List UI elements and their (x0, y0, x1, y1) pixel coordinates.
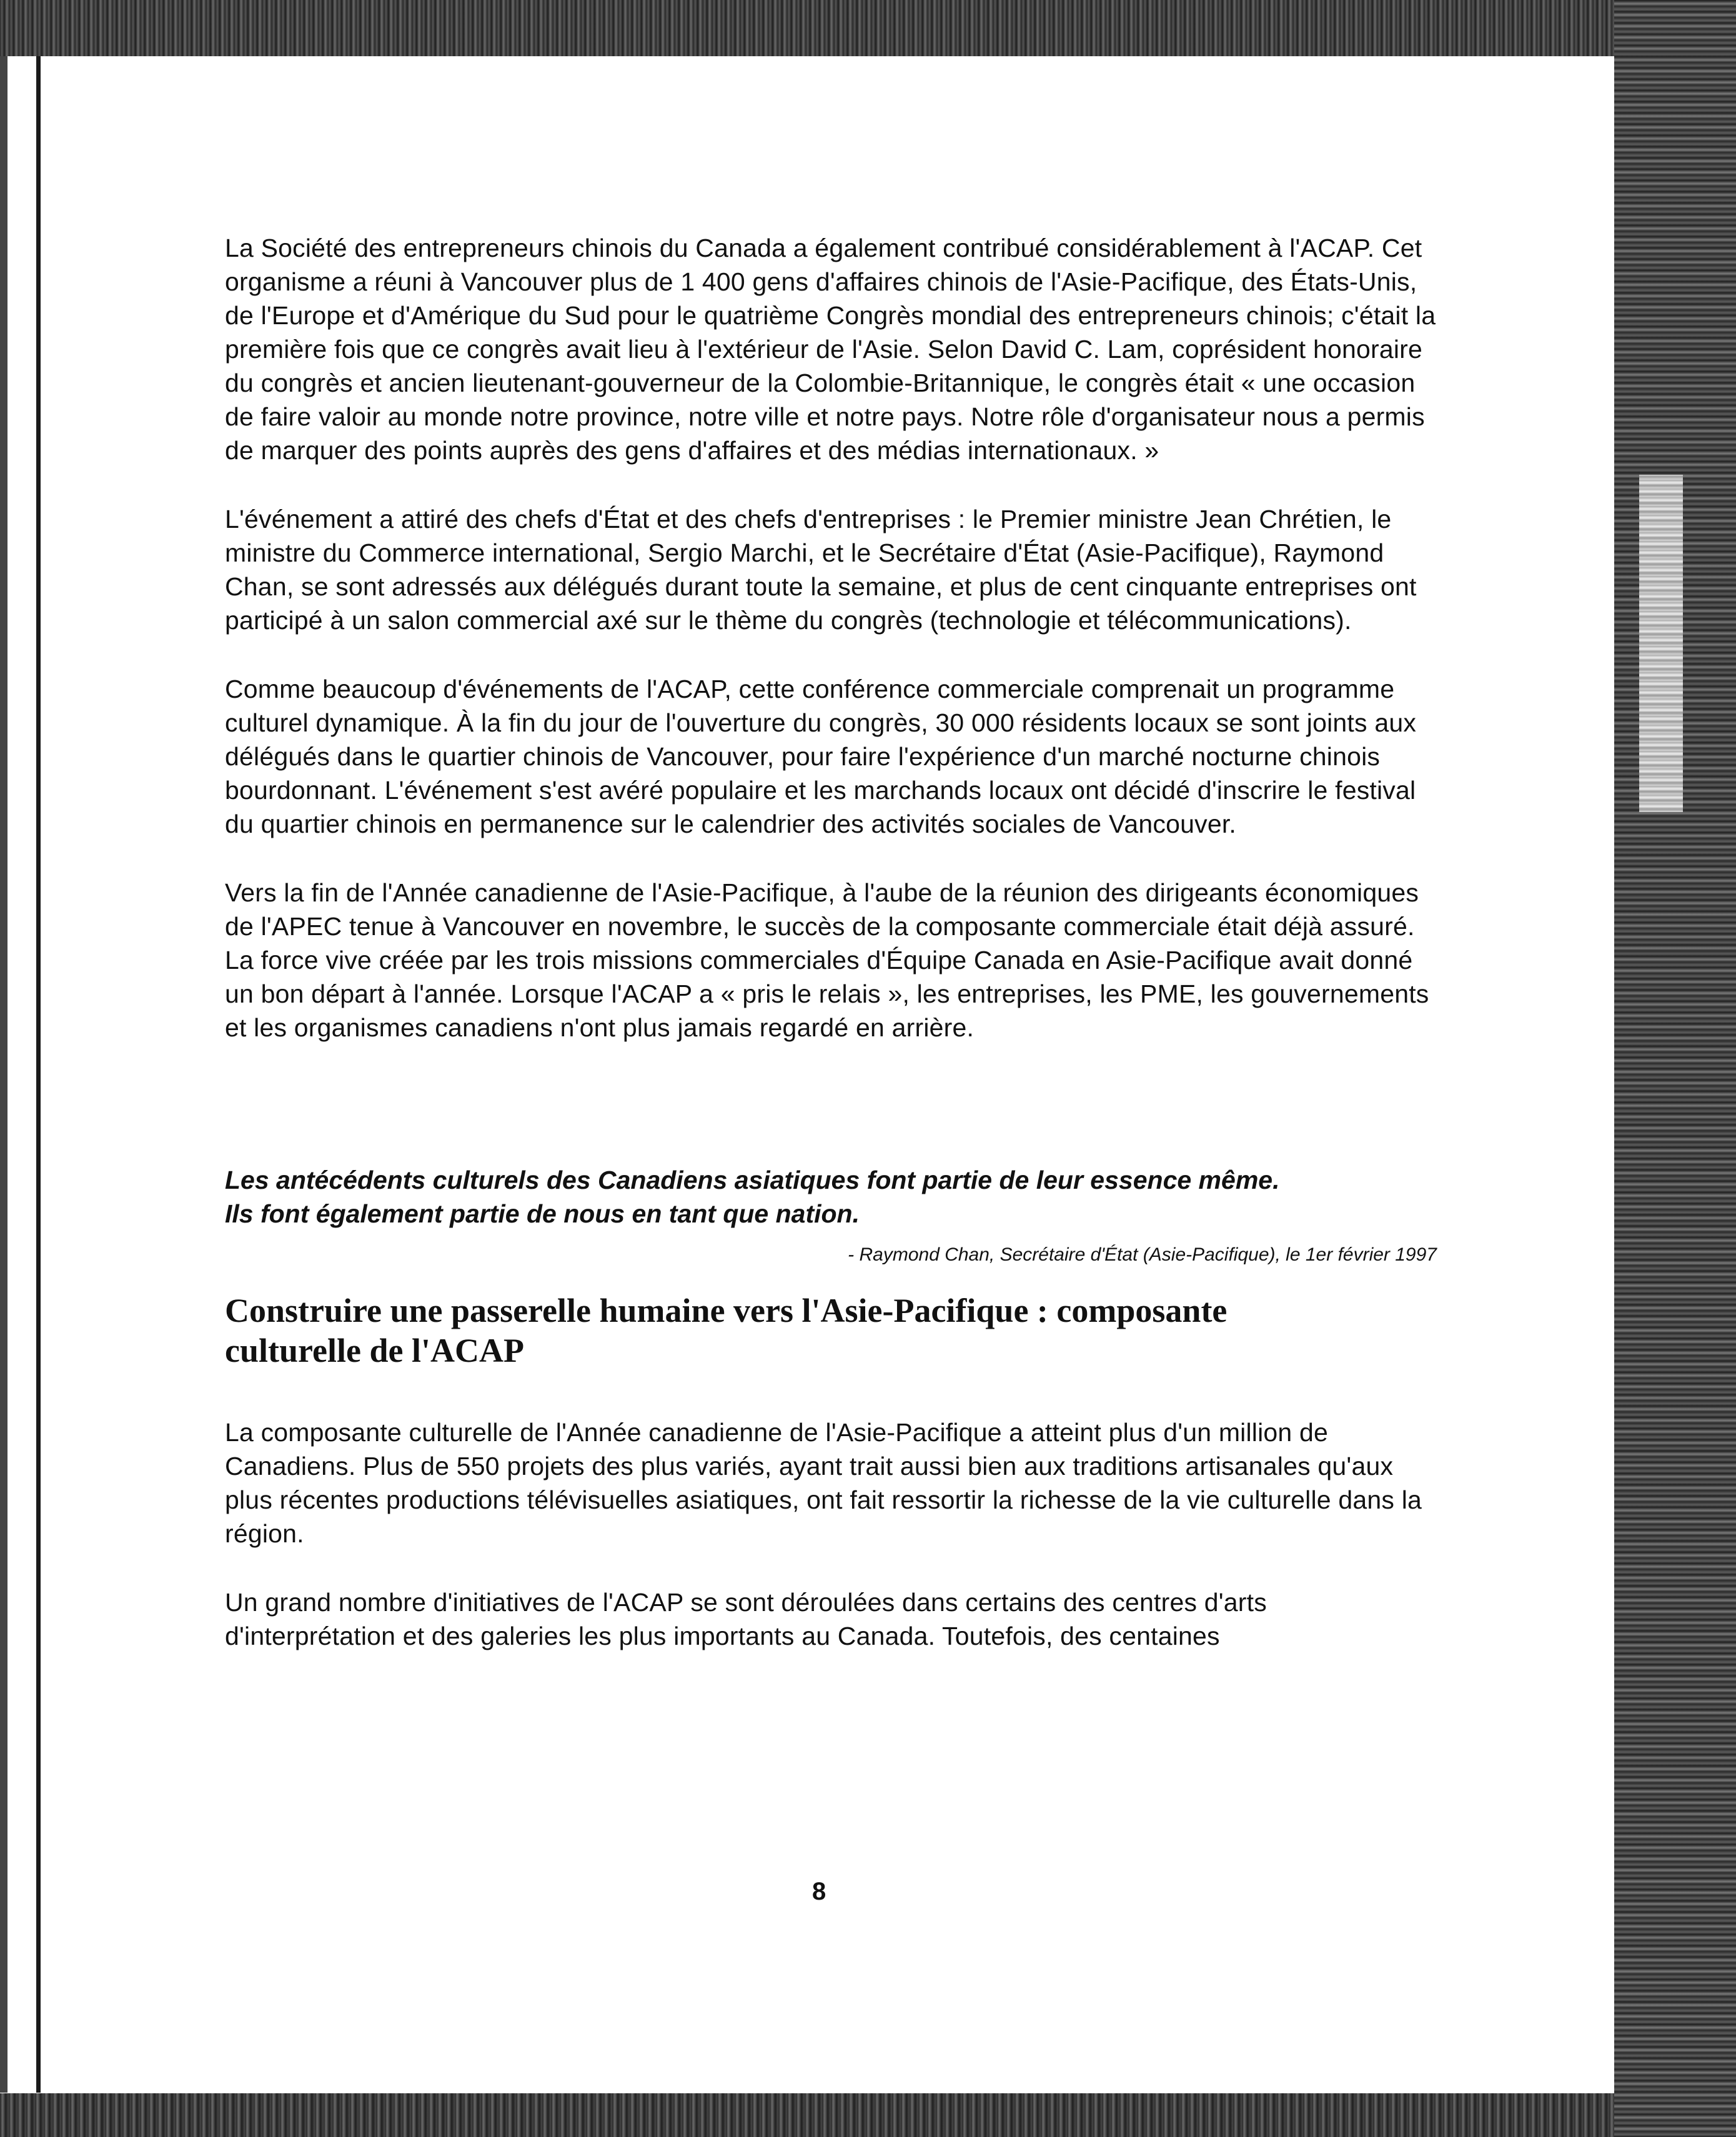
section-heading-line-2: culturelle de l'ACAP (225, 1332, 524, 1369)
scan-border-bottom (0, 2093, 1736, 2137)
scan-border-right (1614, 0, 1736, 2137)
scan-border-top (0, 0, 1736, 56)
section-heading (225, 1291, 1443, 1371)
section-heading-line-1: Construire une passerelle humaine vers l'Asie-Pacifique : composante (225, 1292, 1228, 1329)
paragraph-event: L'événement a attiré des chefs d'État et des chefs d'entreprises : le Premier ministre Jean Chrétien, le ministre du Commerce international, Sergio Marchi, et le Secrétaire d'État (Asie-Pacifique), Raymond Chan, se sont adressés aux délégués durant toute la semaine, et plus de cent cinquante entreprises ont participé à un salon commercial axé sur le thème du congrès (technologie et télécommunications). (225, 505, 1417, 635)
pull-quote-line-2: Ils font également partie de nous en tant que nation. (225, 1199, 860, 1228)
quote-attribution: - Raymond Chan, Secrétaire d'État (Asie-Pacifique), le 1er février 1997 (848, 1244, 1437, 1265)
document-page (225, 231, 1443, 1688)
paragraph-culture-program: Comme beaucoup d'événements de l'ACAP, cette conférence commerciale comprenait un programme culturel dynamique. À la fin du jour de l'ouverture du congrès, 30 000 résidents locaux se sont joints aux délégués dans le quartier chinois de Vancouver, pour faire l'expérience d'un marché nocturne chinois bourdonnant. L'événement s'est avéré populaire et les marchands locaux ont décidé d'inscrire le festival du quartier chinois en permanence sur le calendrier des activités sociales de Vancouver. (225, 675, 1417, 838)
paragraph-initiatives: Un grand nombre d'initiatives de l'ACAP se sont déroulées dans certains des centres d'arts d'interprétation et des galeries les plus importants au Canada. Toutefois, des centaines (225, 1588, 1267, 1650)
pull-quote (225, 1163, 1443, 1231)
scan-border-left (0, 56, 7, 2093)
scan-left-line (36, 56, 41, 2093)
paragraph-cultural-component: La composante culturelle de l'Année canadienne de l'Asie-Pacifique a atteint plus d'un million de Canadiens. Plus de 550 projets des plus variés, ayant trait aussi bien aux traditions artisanales qu'aux plus récentes productions télévisuelles asiatiques, ont fait ressortir la richesse de la vie culturelle dans la région. (225, 1418, 1422, 1548)
paragraph-entrepreneurs: La Société des entrepreneurs chinois du Canada a également contribué considérablement à l'ACAP. Cet organisme a réuni à Vancouver plus de 1 400 gens d'affaires chinois de l'Asie-Pacifique, des États-Unis, de l'Europe et d'Amérique du Sud pour le quatrième Congrès mondial des entrepreneurs chinois; c'était la première fois que ce congrès avait lieu à l'extérieur de l'Asie. Selon David C. Lam, coprésident honoraire du congrès et ancien lieutenant-gouverneur de la Colombie-Britannique, le congrès était « une occasion de faire valoir au monde notre province, notre ville et notre pays. Notre rôle d'organisateur nous a permis de marquer des points auprès des gens d'affaires et des médias internationaux. » (225, 234, 1436, 465)
pull-quote-line-1: Les antécédents culturels des Canadiens asiatiques font partie de leur essence même. (225, 1166, 1280, 1194)
scan-border-right-light-patch (1639, 475, 1683, 812)
page-number: 8 (812, 1878, 826, 1905)
paragraph-year-end: Vers la fin de l'Année canadienne de l'Asie-Pacifique, à l'aube de la réunion des dirigeants économiques de l'APEC tenue à Vancouver en novembre, le succès de la composante commerciale était déjà assuré. La force vive créée par les trois missions commerciales d'Équipe Canada en Asie-Pacifique avait donné un bon départ à l'année. Lorsque l'ACAP a « pris le relais », les entreprises, les PME, les gouvernements et les organismes canadiens n'ont plus jamais regardé en arrière. (225, 878, 1429, 1042)
